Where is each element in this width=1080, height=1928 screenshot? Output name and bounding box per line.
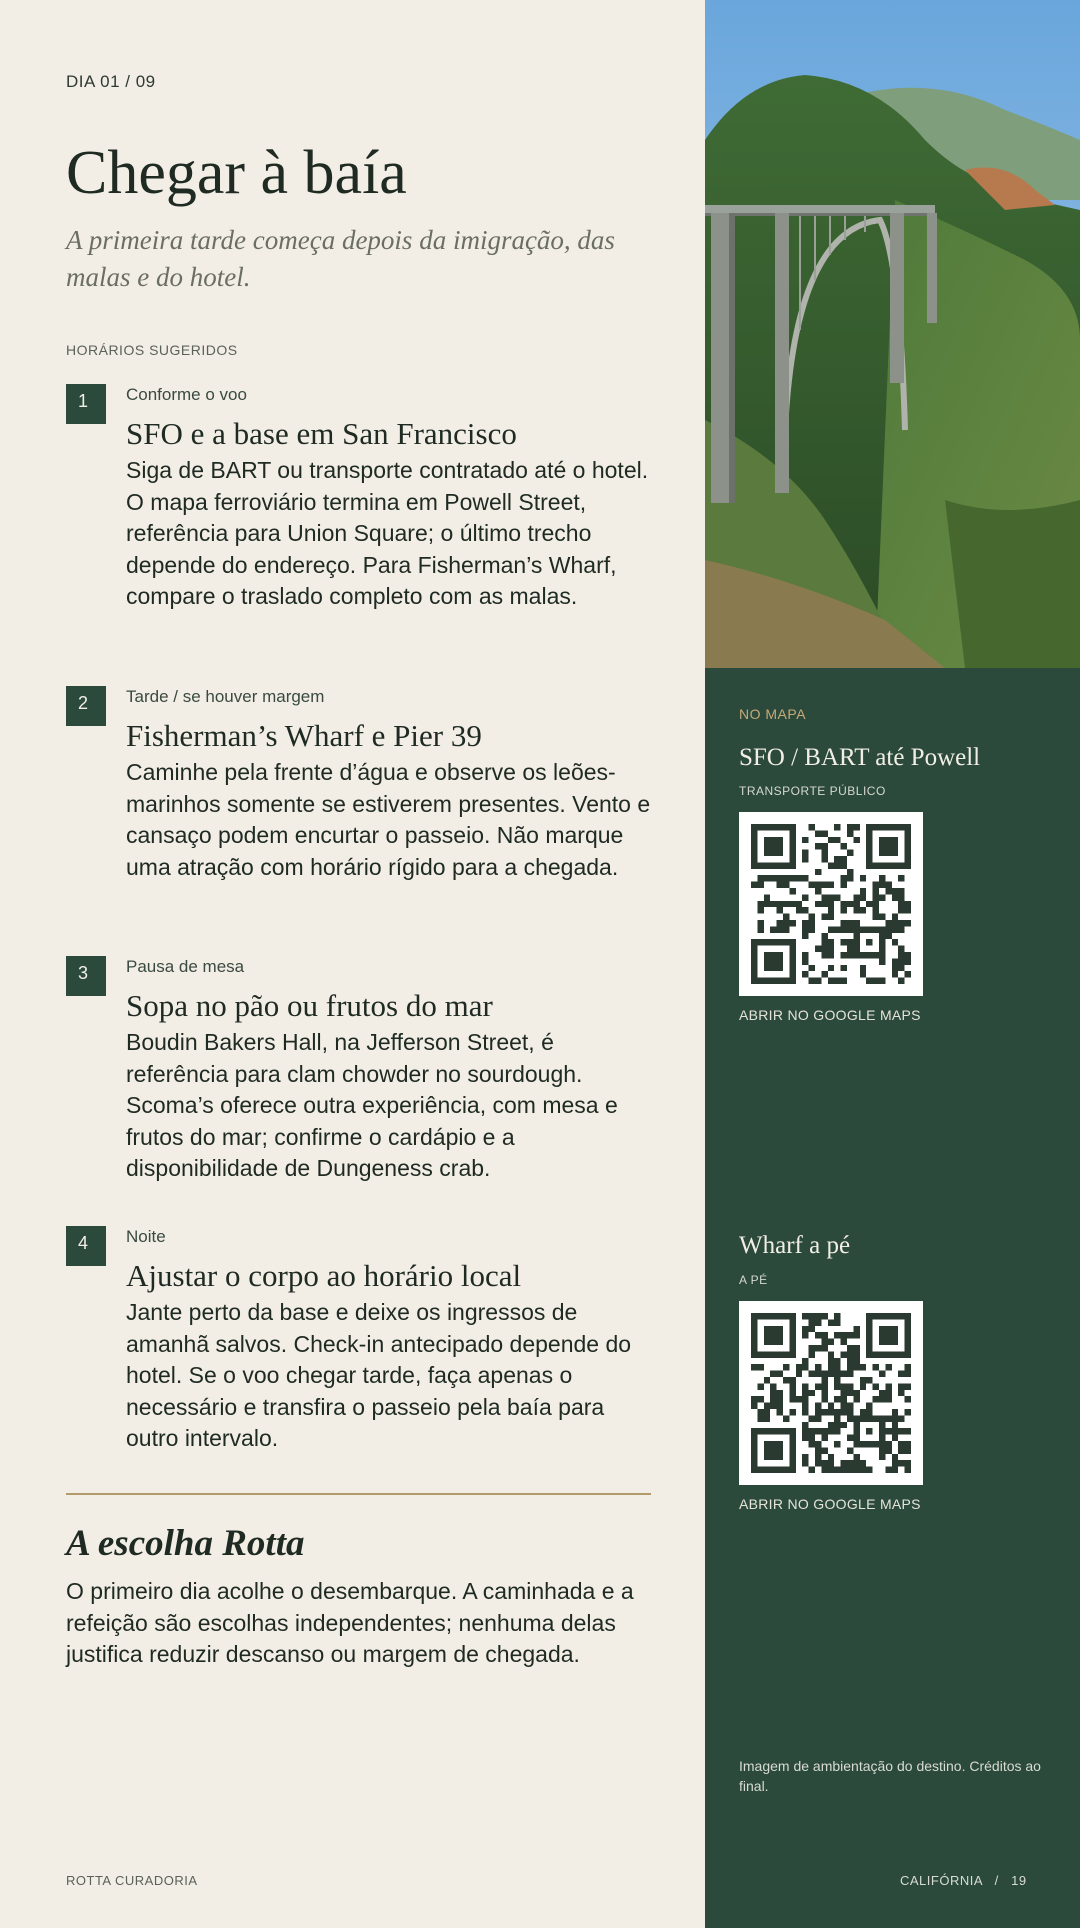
step-title: Sopa no pão ou frutos do mar [126, 988, 493, 1023]
schedule-label: HORÁRIOS SUGERIDOS [66, 342, 238, 358]
page-subtitle: A primeira tarde começa depois da imigração, das malas e do hotel. [66, 225, 615, 292]
open-google-maps-link[interactable]: ABRIR NO GOOGLE MAPS [739, 1007, 921, 1023]
map-place-name: SFO / BART até Powell [739, 744, 981, 771]
map-place-name: Wharf a pé [739, 1232, 851, 1259]
bridge-landscape-image [705, 0, 1080, 668]
step-number: 1 [66, 384, 106, 424]
step-text: Boudin Bakers Hall, na Jefferson Street, é referência para clam chowder no sourdough. Scoma’s oferece outra experiência, com mesa e frutos do mar; confirme o cardápio e a disponibilidade de Dungeness crab. [126, 1029, 618, 1181]
step-number: 3 [66, 956, 106, 996]
step-title: Fisherman’s Wharf e Pier 39 [126, 718, 482, 753]
step-time: Noite [126, 1227, 166, 1246]
step-number: 4 [66, 1226, 106, 1266]
page-title: Chegar à baía [66, 139, 407, 207]
qr-code-icon [751, 824, 911, 984]
step-number: 2 [66, 686, 106, 726]
step-text: Jante perto da base e deixe os ingressos de amanhã salvos. Check-in antecipado depende do hotel. Se o voo chegar tarde, faça apenas o necessário e transfira o passeio pela baía para outro intervalo. [126, 1299, 632, 1451]
choice-title: A escolha Rotta [66, 1523, 305, 1564]
step-time: Pausa de mesa [126, 957, 245, 976]
map-sidebar [705, 0, 1080, 1928]
footer-separator: / [986, 1873, 1007, 1888]
footer-brand: ROTTA CURADORIA [66, 1873, 198, 1888]
step-text: Caminhe pela frente d’água e observe os leões-marinhos somente se estiverem presentes. Vento e cansaço podem encurtar o passeio. Não marque uma atração com horário rígido para a chegada. [126, 759, 651, 880]
step-time: Conforme o voo [126, 385, 247, 404]
map-place-mode: A PÉ [739, 1273, 768, 1287]
footer-page-info [900, 1873, 1027, 1888]
footer-section: CALIFÓRNIA [900, 1873, 983, 1888]
destination-photo [705, 0, 1080, 668]
map-section-label: NO MAPA [739, 706, 807, 722]
step-title: Ajustar o corpo ao horário local [126, 1258, 522, 1293]
image-credit: Imagem de ambientação do destino. Créditos ao final. [739, 1758, 1041, 1794]
open-google-maps-link[interactable]: ABRIR NO GOOGLE MAPS [739, 1496, 921, 1512]
qr-code[interactable] [739, 1301, 923, 1485]
step-time: Tarde / se houver margem [126, 687, 325, 706]
day-counter: DIA 01 / 09 [66, 72, 156, 91]
step-text: Siga de BART ou transporte contratado até o hotel. O mapa ferroviário termina em Powell Street, referência para Union Square; o último trecho depende do endereço. Para Fisherman’s Wharf, compare o traslado completo com as malas. [126, 457, 649, 609]
page-number: 19 [1011, 1873, 1027, 1888]
step-title: SFO e a base em San Francisco [126, 416, 517, 451]
qr-code[interactable] [739, 812, 923, 996]
qr-code-icon [751, 1313, 911, 1473]
choice-text: O primeiro dia acolhe o desembarque. A caminhada e a refeição são escolhas independentes; nenhuma delas justifica reduzir descanso ou margem de chegada. [66, 1578, 634, 1667]
map-place-mode: TRANSPORTE PÚBLICO [739, 784, 886, 798]
divider [66, 1493, 651, 1495]
